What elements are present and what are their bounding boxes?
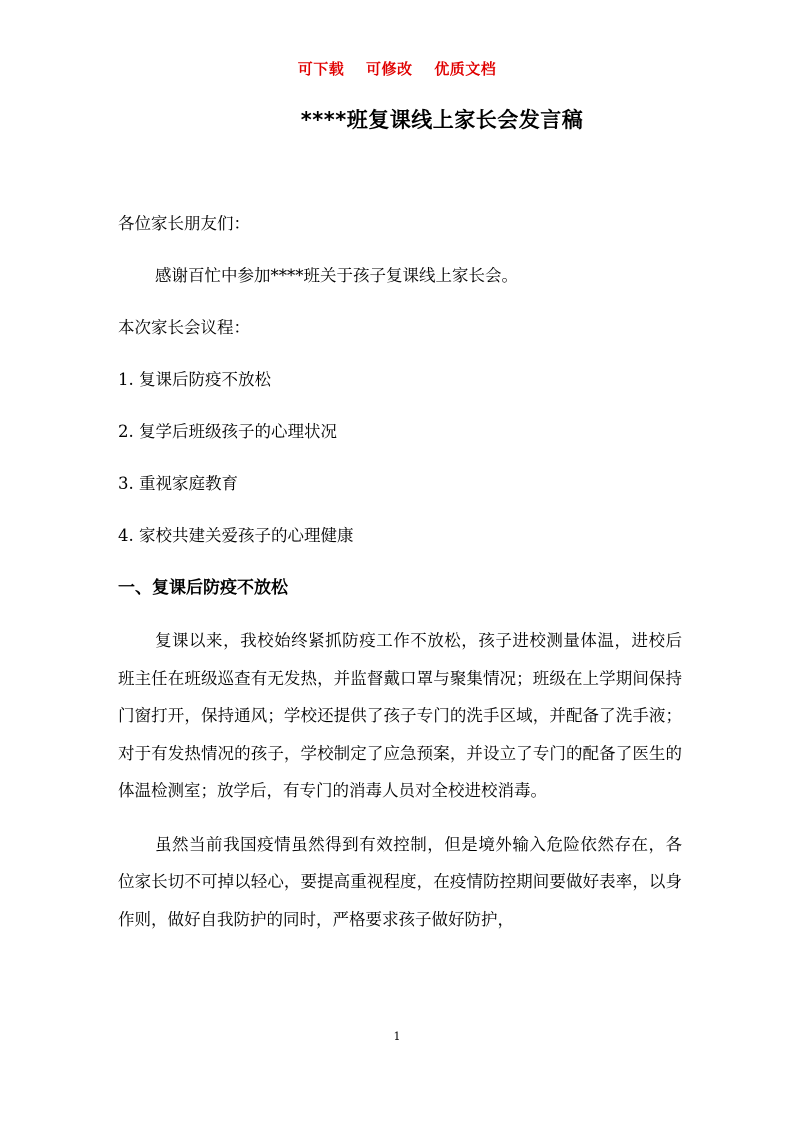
agenda-title: 本次家长会议程： bbox=[118, 318, 250, 337]
agenda-item-1: 1. 复课后防疫不放松 bbox=[118, 370, 271, 389]
agenda-item-2: 2. 复学后班级孩子的心理状况 bbox=[118, 422, 337, 441]
page-number: 1 bbox=[393, 1030, 401, 1043]
document-title: ****班复课线上家长会发言稿 bbox=[300, 108, 584, 132]
agenda-item-4: 4. 家校共建关爱孩子的心理健康 bbox=[118, 526, 354, 545]
greeting: 各位家长朋友们： bbox=[118, 214, 250, 233]
document-body bbox=[118, 206, 682, 954]
header-download-label: 可下载 bbox=[297, 60, 345, 78]
header-banner bbox=[0, 58, 794, 79]
agenda-item-3: 3. 重视家庭教育 bbox=[118, 474, 238, 493]
thanks-paragraph: 感谢百忙中参加****班关于孩子复课线上家长会。 bbox=[155, 266, 518, 285]
section-1-paragraph-1: 复课以来，我校始终紧抓防疫工作不放松，孩子进校测量体温，进校后班主任在班级巡查有无发热，并监督戴口罩与聚集情况；班级在上学期间保持门窗打开，保持通风；学校还提供了孩子专门的洗手区域，并配备了洗手液；对于有发热情况的孩子，学校制定了应急预案，并设立了专门的配备了医生的体温检测室；放学后，有专门的消毒人员对全校进校消毒。 bbox=[118, 631, 682, 800]
section-1-heading: 一、复课后防疫不放松 bbox=[118, 578, 288, 598]
header-editable-label: 可修改 bbox=[365, 60, 413, 78]
section-1-paragraph-2: 虽然当前我国疫情虽然得到有效控制，但是境外输入危险依然存在，各位家长切不可掉以轻心，要提高重视程度，在疫情防控期间要做好表率，以身作则，做好自我防护的同时，严格要求孩子做好防护， bbox=[118, 834, 682, 929]
header-quality-label: 优质文档 bbox=[434, 60, 497, 78]
